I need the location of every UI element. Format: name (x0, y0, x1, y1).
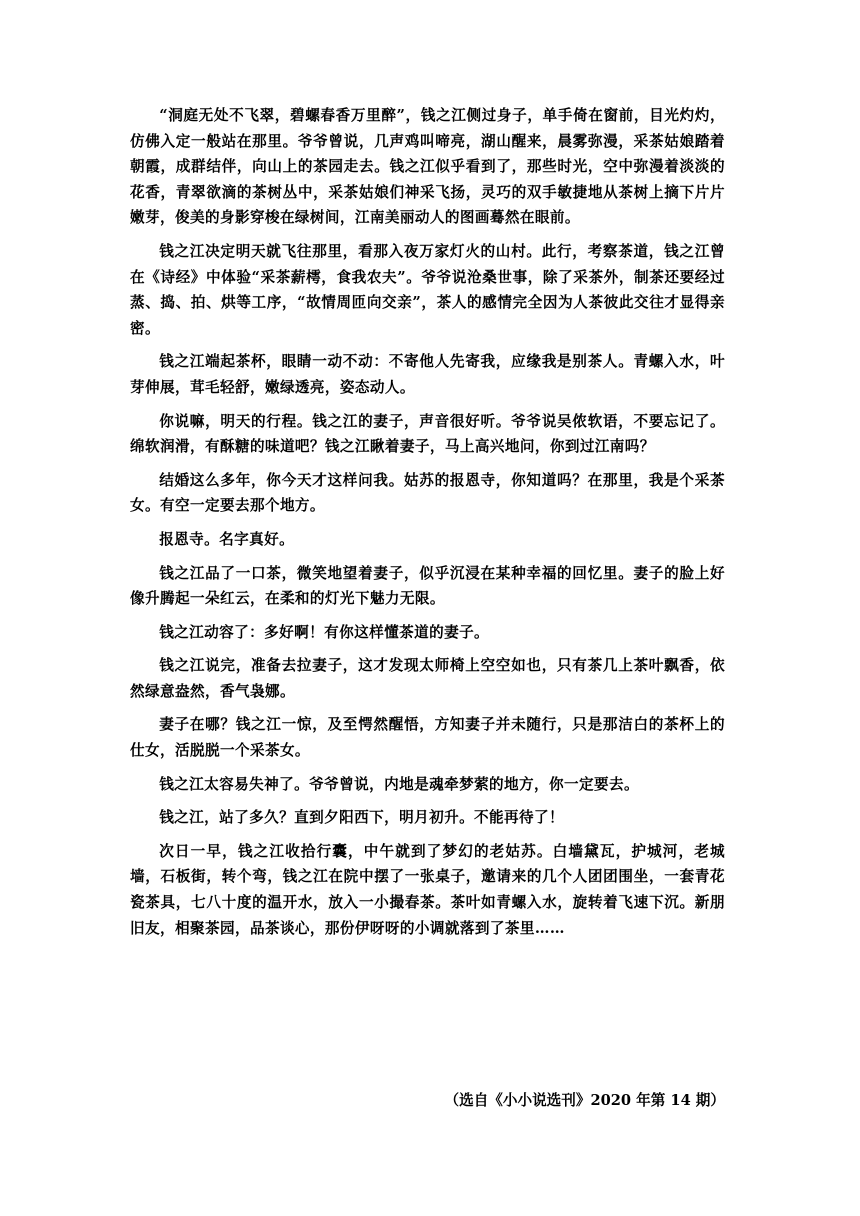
article-body (130, 103, 725, 941)
paragraph: 钱之江太容易失神了。爷爷曾说，内地是魂牵梦萦的地方，你一定要去。 (159, 775, 639, 793)
paragraph: 你说嘛，明天的行程。钱之江的妻子，声音很好听。爷爷说吴侬软语，不要忘记了。绵软润滑，有酥糖的味道吧？钱之江瞅着妻子，马上高兴地问，你到过江南吗？ (130, 412, 725, 456)
paragraph: 结婚这么多年，你今天才这样问我。姑苏的报恩寺，你知道吗？在那里，我是个采茶女。有空一定要去那个地方。 (130, 471, 725, 515)
paragraph: 钱之江说完，准备去拉妻子，这才发现太师椅上空空如也，只有茶几上茶叶飘香，依然绿意盎然，香气袅娜。 (130, 657, 725, 700)
paragraph: 钱之江，站了多久？直到夕阳西下，明月初升。不能再待了！ (159, 809, 565, 827)
paragraph: “洞庭无处不飞翠，碧螺春香万里醉”，钱之江侧过身子，单手倚在窗前，目光灼灼，仿佛入定一般站在那里。爷爷曾说，几声鸡叫啼亮，湖山醒来，晨雾弥漫，采茶姑娘踏着朝霞，成群结伴，向山上的茶园走去。钱之江似乎看到了，那些时光，空中弥漫着淡淡的花香，青翠欲滴的茶树丛中，采茶姑娘们神采飞扬，灵巧的双手敏捷地从茶树上摘下片片嫩芽，俊美的身影穿梭在绿树间，江南美丽动人的图画蓦然在眼前。 (130, 107, 725, 227)
paragraph: 钱之江决定明天就飞往那里，看那入夜万家灯火的山村。此行，考察茶道，钱之江曾在《诗经》中体验“采茶薪樗，食我农夫”。爷爷说沧桑世事，除了采茶外，制茶还要经过蒸、捣、拍、烘等工序，“故情周匝向交亲”，茶人的感情完全因为人茶彼此交往才显得亲密。 (130, 242, 725, 337)
paragraph: 次日一早，钱之江收拾行囊，中午就到了梦幻的老姑苏。白墙黛瓦，护城河，老城墙，石板街，转个弯，钱之江在院中摆了一张桌子，邀请来的几个人团团围坐，一套青花瓷茶具，七八十度的温开水，放入一小撮春茶。茶叶如青螺入水，旋转着飞速下沉。新朋旧友，相聚茶园，品茶谈心，那份伊呀呀的小调就落到了茶里…… (130, 842, 725, 937)
paragraph: 钱之江端起茶杯，眼睛一动不动：不寄他人先寄我，应缘我是别茶人。青螺入水，叶芽伸展，茸毛轻舒，嫩绿透亮，姿态动人。 (130, 353, 725, 396)
paragraph: 钱之江动容了：多好啊！有你这样懂茶道的妻子。 (159, 623, 490, 641)
paragraph: 报恩寺。名字真好。 (159, 530, 295, 548)
paragraph: 妻子在哪？钱之江一惊，及至愕然醒悟，方知妻子并未随行，只是那洁白的茶杯上的仕女，活脱脱一个采茶女。 (130, 716, 725, 760)
paragraph: 钱之江品了一口茶，微笑地望着妻子，似乎沉浸在某种幸福的回忆里。妻子的脸上好像升腾起一朵红云，在柔和的灯光下魅力无限。 (130, 564, 725, 608)
source-citation: （选自《小小说选刊》2020 年第 14 期） (444, 1092, 725, 1109)
